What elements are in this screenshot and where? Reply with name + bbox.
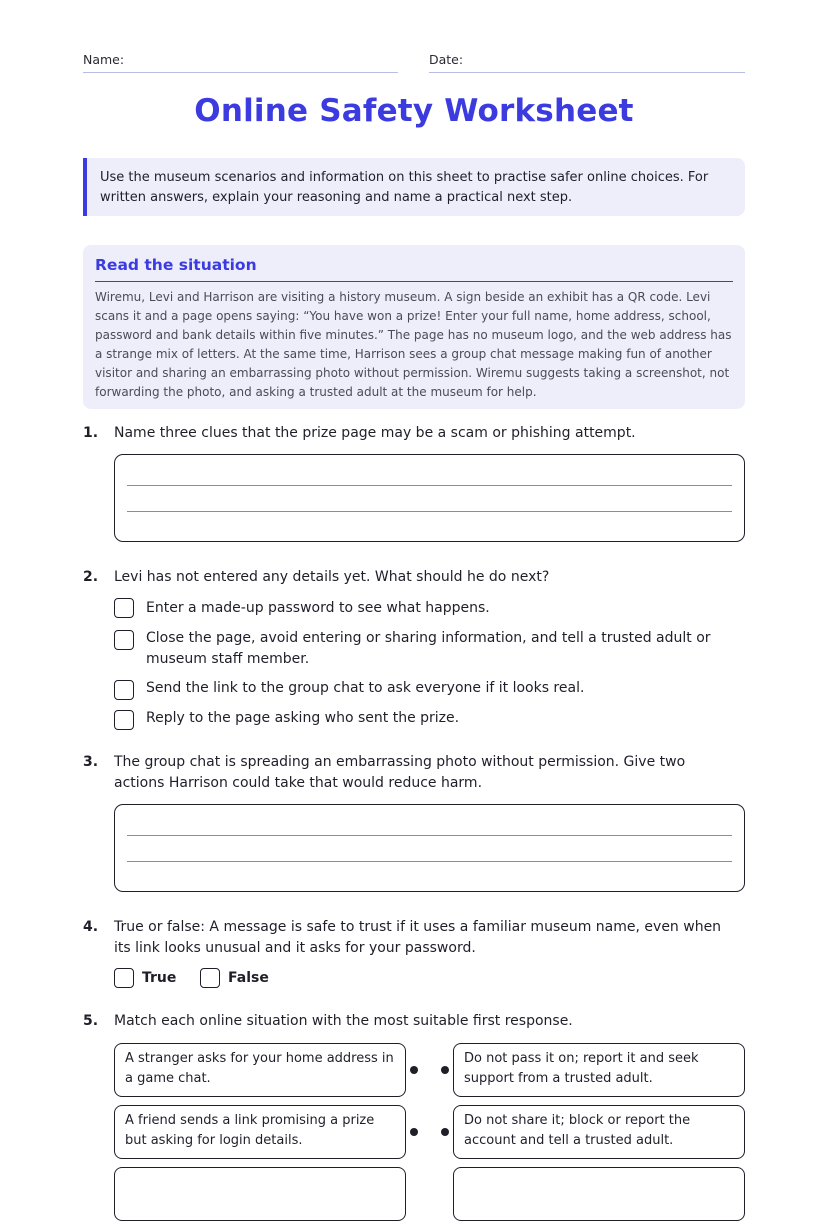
writing-line — [127, 485, 732, 486]
false-checkbox[interactable] — [200, 968, 220, 988]
situation-body: Wiremu, Levi and Harrison are visiting a history museum. A sign beside an exhibit has a QR code. Levi scans it and a page opens saying: “You have won a prize! Enter your full name, home address, school, password and bank details within five minutes.” The page has no museum logo, and the web address has a strange mix of letters. At the same time, Harrison sees a group chat message making fun of another visitor and sharing an embarrassing photo without permission. Wiremu suggests taking a screenshot, not forwarding the photo, and asking a trusted adult at the museum for help. — [95, 290, 732, 399]
name-date-row — [83, 52, 745, 74]
question-text: Match each online situation with the most suitable first response. — [114, 1013, 573, 1029]
match-dot-right-2[interactable] — [441, 1128, 449, 1136]
writing-line — [127, 835, 732, 836]
question-text: True or false: A message is safe to trust if it uses a familiar museum name, even when its link looks unusual and it asks for your password. — [114, 919, 722, 956]
date-label: Date: — [429, 52, 464, 67]
writing-line — [127, 861, 732, 862]
answer-box-3[interactable] — [114, 804, 745, 892]
option-checkbox[interactable] — [114, 598, 134, 618]
match-response-1[interactable]: Do not pass it on; report it and seek support from a trusted adult. — [453, 1043, 745, 1097]
option-checkbox[interactable] — [114, 630, 134, 650]
question-text: Name three clues that the prize page may be a scam or phishing attempt. — [114, 425, 636, 441]
option-label: Close the page, avoid entering or sharing information, and tell a trusted adult or museum staff member. — [146, 630, 711, 667]
writing-line — [127, 511, 732, 512]
name-label: Name: — [83, 52, 125, 67]
match-response-2[interactable]: Do not share it; block or report the account and tell a trusted adult. — [453, 1105, 745, 1159]
answer-box-1[interactable] — [114, 454, 745, 542]
situation-panel — [83, 245, 745, 409]
true-label: True — [142, 970, 177, 986]
question-text: Levi has not entered any details yet. What should he do next? — [114, 569, 550, 585]
option-checkbox[interactable] — [114, 710, 134, 730]
name-field[interactable] — [83, 52, 398, 73]
match-response-3[interactable] — [453, 1167, 745, 1221]
option-label: Enter a made-up password to see what happens. — [146, 600, 490, 616]
false-label: False — [228, 970, 269, 986]
option-checkbox[interactable] — [114, 680, 134, 700]
match-dot-left-2[interactable] — [410, 1128, 418, 1136]
date-field[interactable] — [429, 52, 745, 73]
situation-heading: Read the situation — [95, 255, 733, 282]
true-checkbox[interactable] — [114, 968, 134, 988]
question-number: 2. — [83, 569, 99, 585]
question-number: 3. — [83, 754, 99, 770]
question-number: 1. — [83, 425, 99, 441]
match-situation-1[interactable]: A stranger asks for your home address in a game chat. — [114, 1043, 406, 1097]
question-number: 5. — [83, 1013, 99, 1029]
match-situation-2[interactable]: A friend sends a link promising a prize but asking for login details. — [114, 1105, 406, 1159]
option-label: Reply to the page asking who sent the prize. — [146, 710, 460, 726]
option-label: Send the link to the group chat to ask everyone if it looks real. — [146, 680, 585, 696]
match-dot-left-1[interactable] — [410, 1066, 418, 1074]
match-dot-right-1[interactable] — [441, 1066, 449, 1074]
intro-callout: Use the museum scenarios and information on this sheet to practise safer online choices. For written answers, explain your reasoning and name a practical next step. — [83, 158, 745, 216]
question-text: The group chat is spreading an embarrassing photo without permission. Give two actions Harrison could take that would reduce harm. — [114, 754, 686, 791]
question-number: 4. — [83, 919, 99, 935]
match-situation-3[interactable] — [114, 1167, 406, 1221]
page-title: Online Safety Worksheet — [194, 93, 634, 129]
